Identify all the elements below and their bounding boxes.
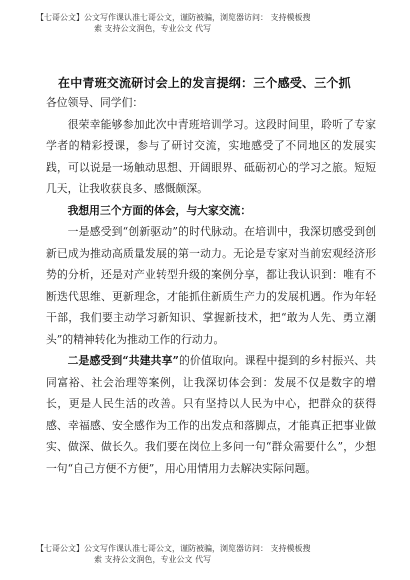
point-2-lead: 二是感受到“共建共享” [67,354,179,367]
paragraph-intro: 很荣幸能够参加此次中青班培训学习。这段时间里，聆听了专家学者的精彩授课，参与了研讨交流，实地感受了不同地区的发展实践，可以说是一场触动思想、开阔眼界、砥砺初心的学习之旅。短短几天，让我收获良多、感慨颇深。 [46,117,376,195]
paragraph-lead: 我想用三个方面的体会，与大家交流： [67,203,252,217]
paragraph-point-1: 一是感受到“创新驱动”的时代脉动。在培训中，我深切感受到创新已成为推动高质量发展的第一动力。无论是专家对当前宏观经济形势的分析，还是对产业转型升级的案例分享，都让我认识到：唯有不断迭代思维、更新理念，才能抓住新质生产力的发展机遇。作为年轻干部，我们要主动学习新知识、掌握新技术，把“敢为人先、勇立潮头”的精神转化为推动工作的行动力。 [46,225,376,346]
banner-line-1-bottom: 【七哥公文】公文写作课认准七哥公文，谨防被骗，浏览器访问： 支持模板搜 [36,544,311,553]
banner-line-2-bottom: 索 支持公文润色，专业公文 代写 [94,555,212,564]
paragraph-point-2 [46,350,376,479]
banner-line-1: 【七哥公文】公文写作课认准七哥公文，谨防被骗，浏览器访问： 支持模板搜 [36,13,311,22]
watermark-banner-top [36,12,388,34]
banner-line-2: 索 支持公文润色，专业公文 代写 [94,24,212,33]
salutation: 各位领导、同学们： [46,96,144,109]
watermark-banner-bottom [36,543,388,565]
document-title: 在中青班交流研讨会上的发言提纲：三个感受、三个抓 [58,76,351,90]
point-2-text: 的价值取向。课程中提到的乡村振兴、共同富裕、社会治理等案例，让我深切体会到：发展不仅是数字的增长，更是人民生活的改善。只有坚持以人民为中心，把群众的获得感、幸福感、安全感作为工作的出发点和落脚点，才能真正把事业做实、做深、做长久。我们要在岗位上多问一句“群众需要什么”，少想一句“自己方便不方便”，用心用情用力去解决实际问题。 [46,354,377,475]
document-body [46,92,376,479]
